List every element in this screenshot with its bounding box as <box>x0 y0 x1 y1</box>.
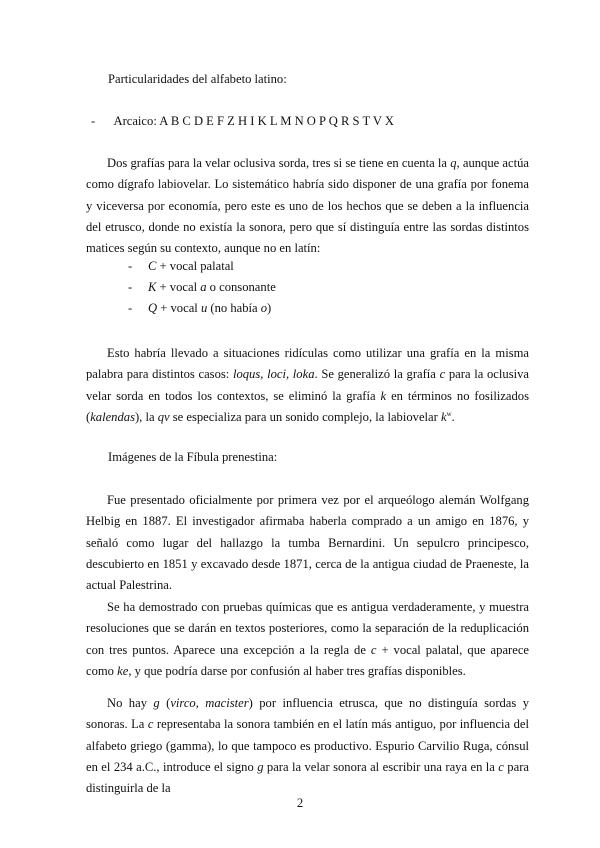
paragraph-g: No hay g (virco, macister) por influencia etrusca, que no distinguía sordas y sonoras. La c representaba la sonora también en el latín más antiguo, por influencia del alfabeto griego (gamma), lo que tampoco es productivo. Espurio Carvilio Ruga, cónsul en el 234 a.C., introduce el signo g para la velar sonora al escribir una raya en la c para distinguirla de la <box>86 696 530 796</box>
page-number: 2 <box>296 796 304 810</box>
paragraph-helbig: Fue presentado oficialmente por primera vez por el arqueólogo alemán Wolfgang Helbig en 1887. El investigador afirmaba haberla comprado a un amigo en 1876, y señaló como lugar del hallazgo la tumba Bernardini. Un sepulcro principesco, descubierto en 1851 y excavado desde 1871, cerca de la antigua ciudad de Praeneste, la actual Palestrina. <box>86 493 529 593</box>
paragraph-chemical: Se ha demostrado con pruebas químicas que es antigua verdaderamente, y muestra resoluciones que se darán en textos posteriores, como la separación de la reduplicación con tres puntos. Aparece una excepción a la regla de c + vocal palatal, que aparece como ke, y que podría darse por confusión al haber tres grafías disponibles. <box>86 600 529 678</box>
paragraph-velar: Dos grafías para la velar oclusiva sorda, tres si se tiene en cuenta la q, aunque actúa como dígrafo labiovelar. Lo sistemático habría sido disponer de una grafía por fonema y viceversa por economía, pero este es uno de los hechos que se deben a la influencia del etrusco, donde no existía la sonora, pero que sí distinguía entre las sordas distintos matices según su contexto, aunque no en latín: <box>86 156 529 256</box>
list-dash: - <box>91 114 96 128</box>
paragraph-graphies: Esto habría llevado a situaciones ridículas como utilizar una grafía en la misma palabra para distintos casos: loqus, loci, loka. Se generalizó la grafía c para la oclusiva velar sorda en todos los contextos, se eliminó la grafía k en términos no fosilizados (kalendas), la qv se especializa para un sonido complejo, la labiovelar $k^w$. <box>86 346 529 424</box>
rule-c: - C + vocal palatal <box>128 259 234 273</box>
archaic-letters: A B C D E F Z H I K L M N O P Q R S T V X <box>159 114 394 128</box>
rule-k: - K + vocal a o consonante <box>128 280 276 294</box>
section-heading-fibula: Imágenes de la Fíbula prenestina: <box>108 450 278 464</box>
archaic-alphabet-line <box>91 114 394 129</box>
section-heading: Particularidades del alfabeto latino: <box>108 72 287 86</box>
rule-q: - Q + vocal u (no había o) <box>128 301 272 315</box>
archaic-label: Arcaico: <box>113 114 157 128</box>
